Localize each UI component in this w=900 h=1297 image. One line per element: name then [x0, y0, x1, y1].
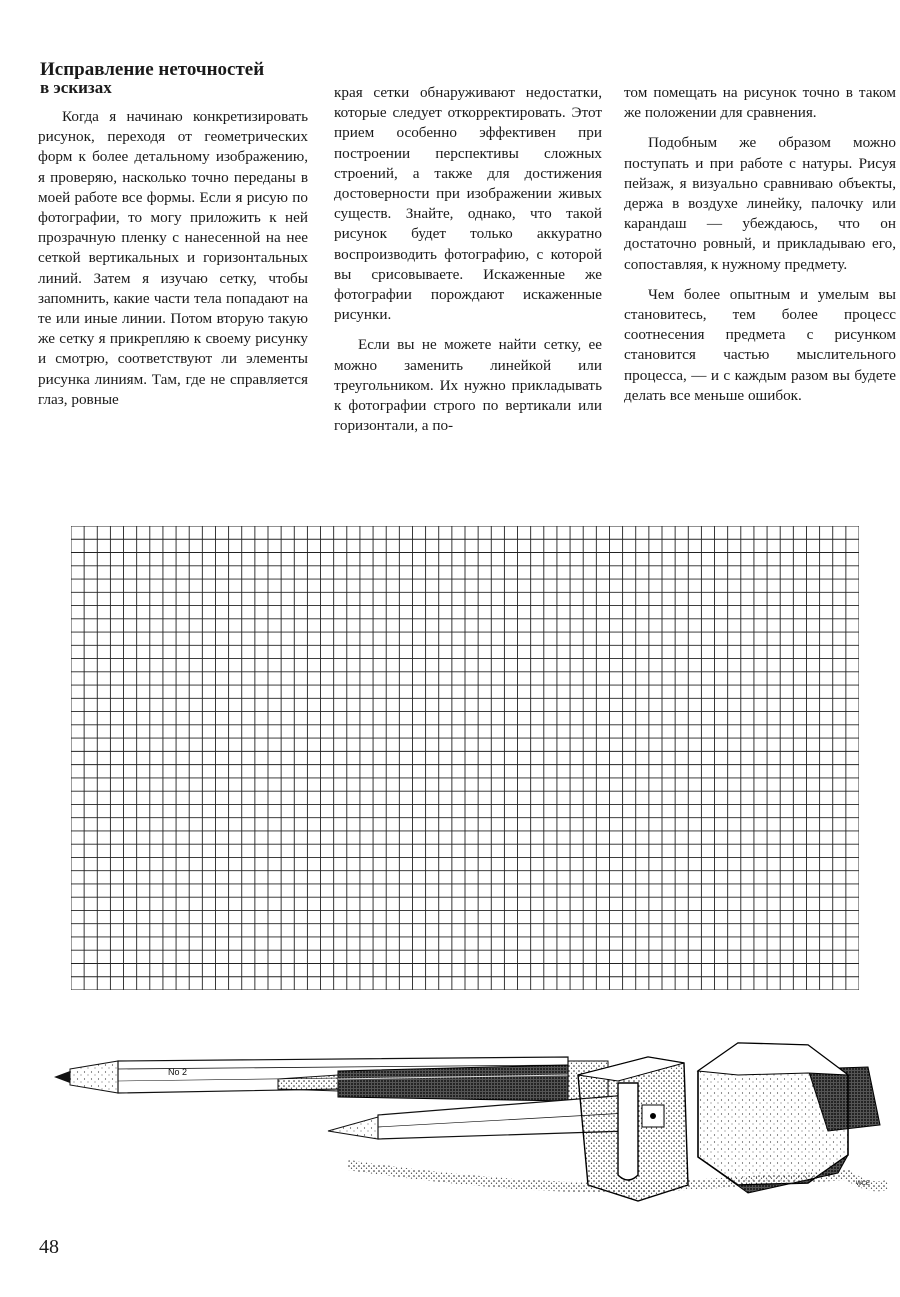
page-number: 48 — [39, 1236, 59, 1258]
paragraph: края сетки обнаруживают недостатки, которые следует откорректировать. Этот прием особенно эффективен при построении перспективы сложных строений, а также для достижения достоверности при изображении живых существ. Знайте, однако, что такой рисунок будет только аккуратно воспроизводить фотографию, с которой вы срисовываете. Искаженные же фотографии порождают искаженные рисунки. — [334, 84, 602, 324]
pencils-and-sharpener-illustration — [48, 1035, 888, 1215]
paragraph: том помещать на рисунок точно в таком же положении для сравнения. — [624, 84, 896, 122]
text-column-3 — [624, 83, 896, 406]
section-heading-line-1: Исправление неточностей — [40, 59, 265, 80]
section-heading-line-2: в эскизах — [40, 78, 112, 97]
paragraph: Когда я начинаю конкретизировать рисунок, переходя от геометрических форм к более детальному изображению, я проверяю, насколько точно переданы в моей работе все формы. Если я рисую по фотографии, то могу приложить к ней прозрачную пленку с нанесенной на нее сеткой вертикальных и горизонтальных линий. Затем я изучаю сетку, чтобы запомнить, какие части тела попадают на те или иные линии. Потом вторую такую же сетку я прикрепляю к своему рисунку и смотрю, соответствуют ли элементы рисунка линиям. Там, где не справляется глаз, ровные — [38, 108, 308, 408]
artist-signature: WCE — [856, 1181, 870, 1187]
pencil-label: No 2 — [168, 1067, 188, 1077]
paragraph: Подобным же образом можно поступать и при работе с натуры. Рисуя пейзаж, я визуально сравниваю объекты, держа в воздухе линейку, палочку или карандаш — убеждаюсь, что он достаточно ровный, и прикладываю его, сопоставляя, к нужному предмету. — [624, 134, 896, 273]
eraser-icon — [698, 1043, 848, 1193]
section-heading — [40, 60, 320, 97]
pencil-sharpener-icon — [578, 1057, 688, 1201]
paragraph: Если вы не можете найти сетку, ее можно заменить линейкой или треугольником. Их нужно прикладывать к фотографии строго по вертикали или горизонтали, а по- — [334, 336, 602, 435]
paragraph: Чем более опытным и умелым вы становитесь, тем более процесс соотнесения предмета с рисунком становится частью мыслительного процесса, — и с каждым разом вы будете делать все меньше ошибок. — [624, 285, 896, 404]
text-column-1 — [38, 107, 308, 410]
text-column-2 — [334, 83, 602, 436]
grid-overlay-illustration — [71, 526, 859, 990]
